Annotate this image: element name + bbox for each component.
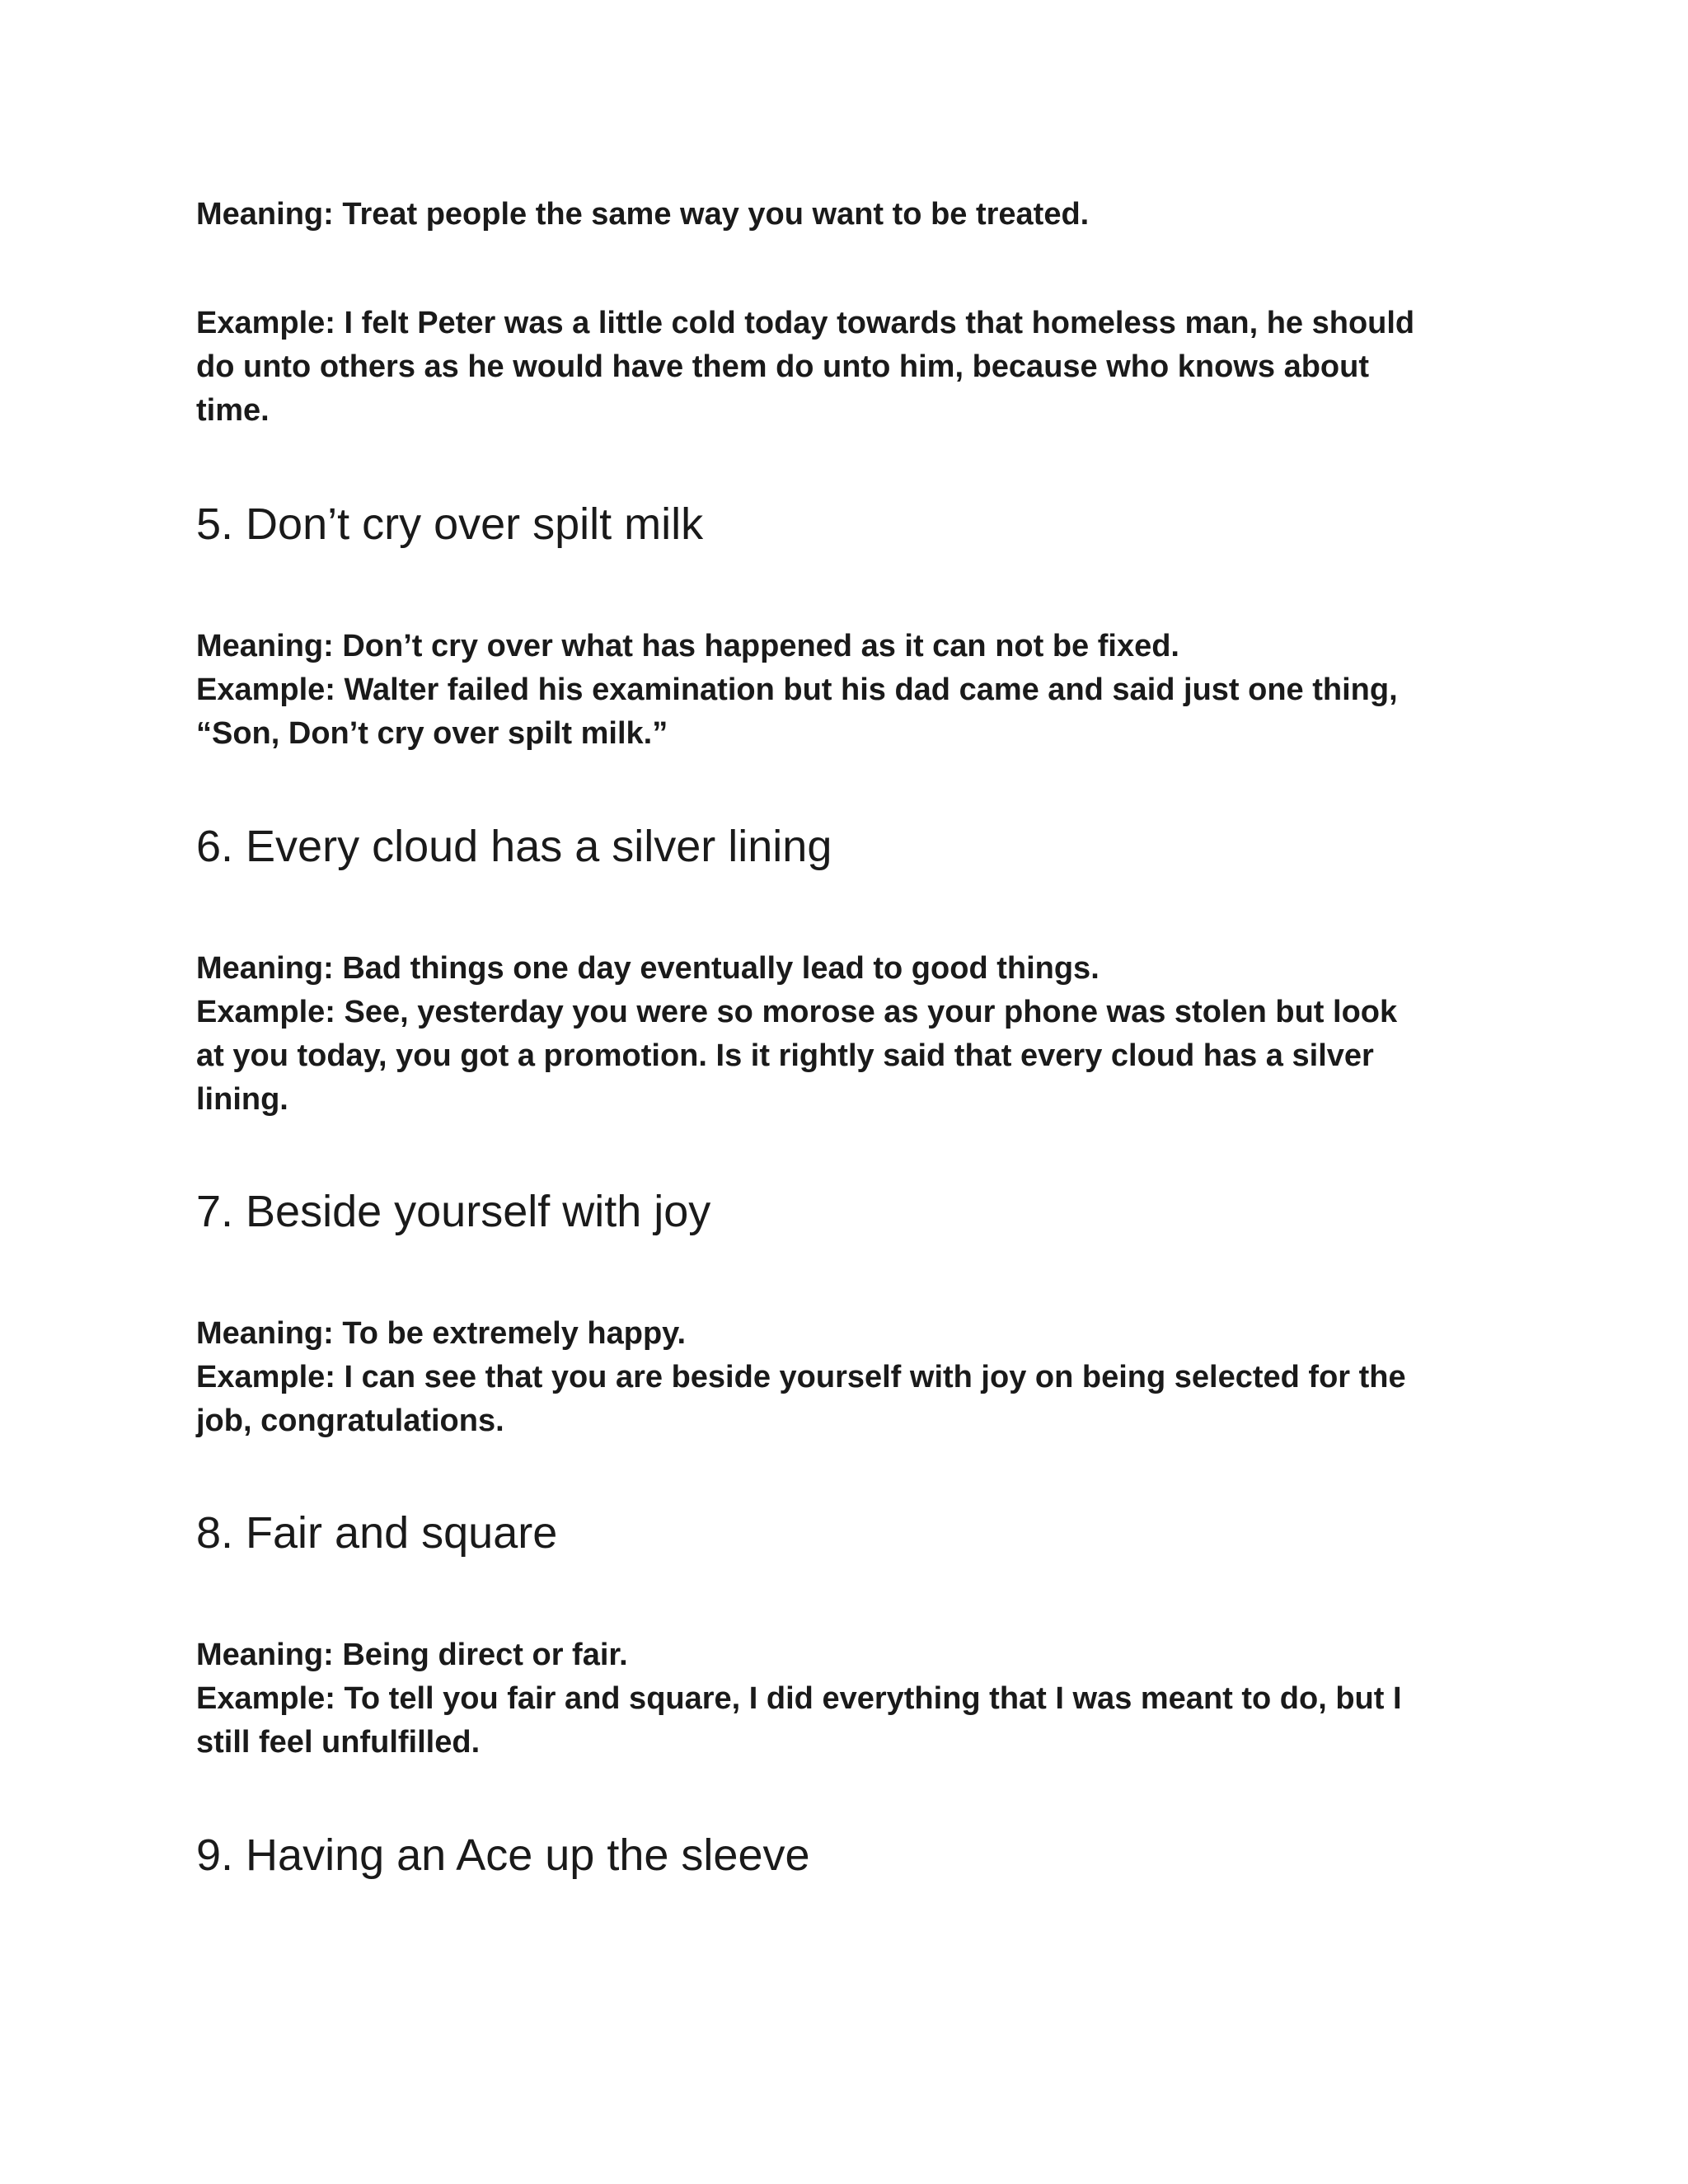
idiom-heading: 5. Don’t cry over spilt milk [196, 499, 704, 549]
example-line: do unto others as he would have them do unto him, because who knows about [196, 349, 1369, 384]
example-line: Example: Walter failed his examination but his dad came and said just one thing, [196, 673, 1398, 707]
meaning-line: Meaning: Don’t cry over what has happened as it can not be fixed. [196, 629, 1179, 663]
idiom-heading: 6. Every cloud has a silver lining [196, 822, 832, 871]
meaning-example-text [196, 1312, 1498, 1443]
idiom-heading: 8. Fair and square [196, 1508, 558, 1558]
example-line: Example: I can see that you are beside yourself with joy on being selected for the [196, 1360, 1406, 1394]
example-line: at you today, you got a promotion. Is it rightly said that every cloud has a silver [196, 1038, 1374, 1073]
example-line: Example: See, yesterday you were so morose as your phone was stolen but look [196, 995, 1398, 1029]
meaning-line: Meaning: To be extremely happy. [196, 1316, 687, 1351]
meaning-line: Meaning: Treat people the same way you want to be treated. [196, 197, 1090, 232]
example-line: still feel unfulfilled. [196, 1725, 481, 1760]
example-line: lining. [196, 1082, 288, 1117]
meaning-example-text [196, 625, 1498, 756]
meaning-example-text [196, 947, 1498, 1122]
example-line: time. [196, 393, 270, 428]
example-line: “Son, Don’t cry over spilt milk.” [196, 716, 668, 751]
idiom-heading: 9. Having an Ace up the sleeve [196, 1830, 810, 1880]
meaning-line: Meaning: Being direct or fair. [196, 1638, 628, 1672]
example-line: Example: I felt Peter was a little cold today towards that homeless man, he should [196, 306, 1415, 340]
meaning-line: Meaning: Bad things one day eventually lead to good things. [196, 951, 1100, 986]
example-line: job, congratulations. [196, 1404, 504, 1438]
meaning-text [196, 193, 1498, 237]
idiom-heading: 7. Beside yourself with joy [196, 1187, 711, 1236]
example-line: Example: To tell you fair and square, I did everything that I was meant to do, but I [196, 1681, 1402, 1716]
meaning-example-text [196, 1633, 1498, 1765]
example-text [196, 302, 1498, 433]
